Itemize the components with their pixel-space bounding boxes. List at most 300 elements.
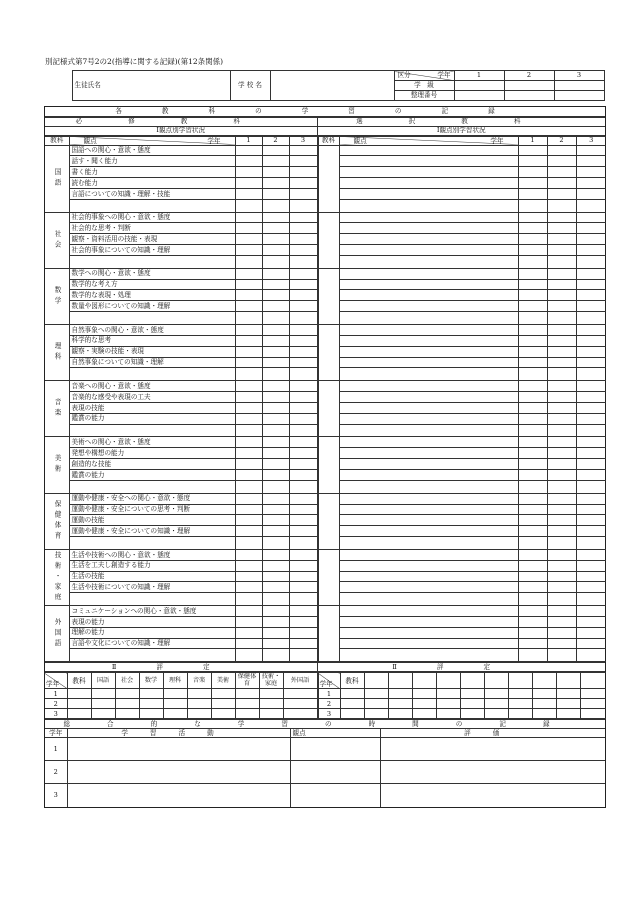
ele-grade-cell[interactable] — [547, 178, 576, 189]
req-grade-cell[interactable] — [262, 459, 289, 470]
req-grade-cell[interactable] — [262, 212, 289, 223]
ele-grade-cell[interactable] — [547, 493, 576, 504]
req-grade-cell[interactable] — [289, 178, 317, 189]
class-cell-1[interactable] — [454, 81, 504, 91]
ele-grade-cell[interactable] — [547, 255, 576, 268]
integrated-activity-2[interactable] — [67, 761, 290, 784]
ele-grade-cell[interactable] — [547, 515, 576, 526]
integrated-viewpoint-3[interactable] — [290, 784, 380, 807]
ele-grade-cell[interactable] — [547, 199, 576, 212]
left-rating-cell[interactable] — [259, 689, 283, 699]
ele-viewpoint-item[interactable] — [339, 381, 518, 392]
ele-viewpoint-item[interactable] — [339, 526, 518, 537]
req-grade-cell[interactable] — [235, 571, 262, 582]
req-grade-cell[interactable] — [262, 156, 289, 167]
req-grade-cell[interactable] — [235, 649, 262, 662]
ele-viewpoint-item[interactable] — [339, 459, 518, 470]
ele-grade-cell[interactable] — [547, 649, 576, 662]
req-grade-cell[interactable] — [289, 312, 317, 325]
req-grade-cell[interactable] — [289, 234, 317, 245]
req-grade-cell[interactable] — [289, 627, 317, 638]
req-grade-cell[interactable] — [262, 234, 289, 245]
ele-viewpoint-blank[interactable] — [339, 368, 518, 381]
left-rating-cell[interactable] — [91, 689, 115, 699]
req-grade-cell[interactable] — [262, 493, 289, 504]
ele-grade-cell[interactable] — [576, 312, 606, 325]
ele-viewpoint-item[interactable] — [339, 560, 518, 571]
right-rating-cell[interactable] — [436, 709, 460, 719]
elective-rating-subject-cell[interactable] — [556, 673, 580, 689]
ele-viewpoint-blank[interactable] — [339, 649, 518, 662]
ele-grade-cell[interactable] — [576, 480, 606, 493]
ele-viewpoint-item[interactable] — [339, 549, 518, 560]
req-grade-cell[interactable] — [262, 413, 289, 424]
req-grade-cell[interactable] — [262, 469, 289, 480]
elective-rating-subject-cell[interactable] — [508, 673, 532, 689]
ele-grade-cell[interactable] — [547, 335, 576, 346]
req-grade-cell[interactable] — [289, 392, 317, 403]
right-rating-cell[interactable] — [484, 699, 508, 709]
req-grade-cell[interactable] — [235, 549, 262, 560]
ele-viewpoint-blank[interactable] — [339, 255, 518, 268]
req-viewpoint-blank[interactable] — [69, 368, 235, 381]
left-rating-cell[interactable] — [235, 699, 259, 709]
right-rating-cell[interactable] — [556, 689, 580, 699]
req-grade-cell[interactable] — [235, 381, 262, 392]
ele-grade-cell[interactable] — [576, 424, 606, 437]
left-rating-cell[interactable] — [259, 709, 283, 719]
ele-viewpoint-item[interactable] — [339, 268, 518, 279]
integrated-evaluation-1[interactable] — [380, 738, 605, 761]
ele-viewpoint-item[interactable] — [339, 616, 518, 627]
ele-viewpoint-blank[interactable] — [339, 593, 518, 606]
right-rating-cell[interactable] — [436, 689, 460, 699]
ele-grade-cell[interactable] — [547, 188, 576, 199]
req-grade-cell[interactable] — [289, 279, 317, 290]
ele-grade-cell[interactable] — [576, 145, 606, 156]
ele-viewpoint-item[interactable] — [339, 638, 518, 649]
req-grade-cell[interactable] — [289, 413, 317, 424]
ele-grade-cell[interactable] — [576, 335, 606, 346]
req-grade-cell[interactable] — [289, 346, 317, 357]
req-grade-cell[interactable] — [289, 515, 317, 526]
req-grade-cell[interactable] — [289, 582, 317, 593]
left-rating-cell[interactable] — [115, 709, 139, 719]
req-grade-cell[interactable] — [289, 212, 317, 223]
req-grade-cell[interactable] — [235, 515, 262, 526]
req-grade-cell[interactable] — [235, 346, 262, 357]
ele-grade-cell[interactable] — [547, 459, 576, 470]
ele-grade-cell[interactable] — [518, 402, 547, 413]
req-grade-cell[interactable] — [262, 526, 289, 537]
ele-grade-cell[interactable] — [518, 325, 547, 336]
ele-grade-cell[interactable] — [518, 167, 547, 178]
ele-grade-cell[interactable] — [518, 335, 547, 346]
req-grade-cell[interactable] — [262, 325, 289, 336]
ele-viewpoint-item[interactable] — [339, 234, 518, 245]
right-rating-cell[interactable] — [412, 709, 436, 719]
ele-grade-cell[interactable] — [576, 199, 606, 212]
ele-grade-cell[interactable] — [547, 357, 576, 368]
ele-grade-cell[interactable] — [518, 223, 547, 234]
ele-grade-cell[interactable] — [547, 156, 576, 167]
ele-grade-cell[interactable] — [547, 245, 576, 256]
req-grade-cell[interactable] — [235, 268, 262, 279]
ele-grade-cell[interactable] — [576, 268, 606, 279]
ele-grade-cell[interactable] — [576, 616, 606, 627]
right-rating-cell[interactable] — [556, 699, 580, 709]
right-rating-cell[interactable] — [436, 699, 460, 709]
ele-grade-cell[interactable] — [576, 212, 606, 223]
ele-grade-cell[interactable] — [547, 469, 576, 480]
right-rating-cell[interactable] — [340, 699, 364, 709]
req-grade-cell[interactable] — [235, 582, 262, 593]
req-grade-cell[interactable] — [235, 424, 262, 437]
number-cell-1[interactable] — [454, 91, 504, 101]
ele-grade-cell[interactable] — [576, 325, 606, 336]
ele-grade-cell[interactable] — [547, 537, 576, 550]
ele-grade-cell[interactable] — [518, 537, 547, 550]
req-grade-cell[interactable] — [235, 526, 262, 537]
ele-grade-cell[interactable] — [518, 480, 547, 493]
ele-viewpoint-blank[interactable] — [339, 199, 518, 212]
ele-grade-cell[interactable] — [518, 312, 547, 325]
req-grade-cell[interactable] — [262, 178, 289, 189]
ele-viewpoint-item[interactable] — [339, 357, 518, 368]
right-rating-cell[interactable] — [388, 689, 412, 699]
ele-grade-cell[interactable] — [576, 402, 606, 413]
req-grade-cell[interactable] — [235, 199, 262, 212]
ele-grade-cell[interactable] — [576, 301, 606, 312]
req-grade-cell[interactable] — [262, 312, 289, 325]
ele-grade-cell[interactable] — [576, 156, 606, 167]
ele-grade-cell[interactable] — [518, 178, 547, 189]
ele-grade-cell[interactable] — [518, 593, 547, 606]
ele-grade-cell[interactable] — [518, 424, 547, 437]
right-rating-cell[interactable] — [412, 689, 436, 699]
ele-grade-cell[interactable] — [518, 582, 547, 593]
left-rating-cell[interactable] — [163, 689, 187, 699]
req-grade-cell[interactable] — [235, 325, 262, 336]
req-grade-cell[interactable] — [289, 268, 317, 279]
req-grade-cell[interactable] — [262, 368, 289, 381]
req-grade-cell[interactable] — [262, 616, 289, 627]
elective-rating-subject-cell[interactable] — [484, 673, 508, 689]
ele-grade-cell[interactable] — [576, 549, 606, 560]
ele-grade-cell[interactable] — [518, 638, 547, 649]
req-grade-cell[interactable] — [235, 537, 262, 550]
req-grade-cell[interactable] — [235, 223, 262, 234]
ele-viewpoint-item[interactable] — [339, 448, 518, 459]
ele-grade-cell[interactable] — [576, 537, 606, 550]
ele-viewpoint-item[interactable] — [339, 515, 518, 526]
req-grade-cell[interactable] — [235, 178, 262, 189]
req-grade-cell[interactable] — [289, 593, 317, 606]
right-rating-cell[interactable] — [580, 689, 606, 699]
req-grade-cell[interactable] — [289, 156, 317, 167]
ele-grade-cell[interactable] — [518, 156, 547, 167]
req-grade-cell[interactable] — [289, 255, 317, 268]
req-grade-cell[interactable] — [289, 616, 317, 627]
left-rating-cell[interactable] — [187, 709, 211, 719]
left-rating-cell[interactable] — [139, 709, 163, 719]
req-grade-cell[interactable] — [262, 627, 289, 638]
req-grade-cell[interactable] — [235, 616, 262, 627]
req-grade-cell[interactable] — [262, 515, 289, 526]
ele-grade-cell[interactable] — [547, 212, 576, 223]
req-grade-cell[interactable] — [262, 268, 289, 279]
req-grade-cell[interactable] — [262, 437, 289, 448]
req-grade-cell[interactable] — [289, 638, 317, 649]
ele-grade-cell[interactable] — [518, 515, 547, 526]
req-grade-cell[interactable] — [235, 493, 262, 504]
left-rating-cell[interactable] — [67, 699, 91, 709]
right-rating-cell[interactable] — [508, 699, 532, 709]
ele-viewpoint-item[interactable] — [339, 223, 518, 234]
ele-viewpoint-item[interactable] — [339, 178, 518, 189]
ele-grade-cell[interactable] — [518, 459, 547, 470]
ele-grade-cell[interactable] — [547, 346, 576, 357]
ele-grade-cell[interactable] — [518, 381, 547, 392]
left-rating-cell[interactable] — [139, 689, 163, 699]
req-grade-cell[interactable] — [289, 402, 317, 413]
req-grade-cell[interactable] — [289, 571, 317, 582]
right-rating-cell[interactable] — [364, 699, 388, 709]
ele-grade-cell[interactable] — [518, 493, 547, 504]
ele-grade-cell[interactable] — [547, 234, 576, 245]
left-rating-cell[interactable] — [235, 709, 259, 719]
req-viewpoint-blank[interactable] — [69, 593, 235, 606]
ele-grade-cell[interactable] — [576, 368, 606, 381]
req-grade-cell[interactable] — [262, 357, 289, 368]
ele-viewpoint-item[interactable] — [339, 402, 518, 413]
ele-grade-cell[interactable] — [518, 368, 547, 381]
req-grade-cell[interactable] — [235, 188, 262, 199]
left-rating-cell[interactable] — [187, 699, 211, 709]
ele-grade-cell[interactable] — [576, 245, 606, 256]
ele-grade-cell[interactable] — [576, 392, 606, 403]
req-grade-cell[interactable] — [289, 357, 317, 368]
elective-rating-subject-cell[interactable] — [412, 673, 436, 689]
right-rating-cell[interactable] — [388, 699, 412, 709]
req-grade-cell[interactable] — [235, 504, 262, 515]
right-rating-cell[interactable] — [460, 709, 484, 719]
right-rating-cell[interactable] — [532, 689, 556, 699]
left-rating-cell[interactable] — [67, 709, 91, 719]
ele-grade-cell[interactable] — [518, 437, 547, 448]
elective-rating-subject-cell[interactable] — [580, 673, 606, 689]
ele-grade-cell[interactable] — [576, 437, 606, 448]
req-grade-cell[interactable] — [262, 480, 289, 493]
ele-grade-cell[interactable] — [576, 188, 606, 199]
left-rating-cell[interactable] — [283, 689, 317, 699]
req-grade-cell[interactable] — [235, 167, 262, 178]
req-grade-cell[interactable] — [262, 593, 289, 606]
ele-grade-cell[interactable] — [547, 312, 576, 325]
ele-viewpoint-item[interactable] — [339, 392, 518, 403]
right-rating-cell[interactable] — [556, 709, 580, 719]
number-cell-2[interactable] — [504, 91, 554, 101]
ele-viewpoint-item[interactable] — [339, 290, 518, 301]
req-grade-cell[interactable] — [262, 199, 289, 212]
ele-grade-cell[interactable] — [547, 571, 576, 582]
left-rating-cell[interactable] — [91, 709, 115, 719]
ele-grade-cell[interactable] — [547, 145, 576, 156]
req-grade-cell[interactable] — [235, 606, 262, 617]
right-rating-cell[interactable] — [508, 689, 532, 699]
ele-grade-cell[interactable] — [518, 504, 547, 515]
ele-viewpoint-item[interactable] — [339, 188, 518, 199]
ele-grade-cell[interactable] — [547, 325, 576, 336]
ele-grade-cell[interactable] — [518, 212, 547, 223]
right-rating-cell[interactable] — [532, 709, 556, 719]
req-grade-cell[interactable] — [289, 469, 317, 480]
integrated-activity-1[interactable] — [67, 738, 290, 761]
ele-grade-cell[interactable] — [576, 459, 606, 470]
req-grade-cell[interactable] — [289, 223, 317, 234]
elective-rating-subject-cell[interactable] — [436, 673, 460, 689]
req-grade-cell[interactable] — [289, 424, 317, 437]
elective-rating-subject-cell[interactable] — [364, 673, 388, 689]
ele-grade-cell[interactable] — [576, 649, 606, 662]
ele-grade-cell[interactable] — [518, 560, 547, 571]
ele-grade-cell[interactable] — [576, 346, 606, 357]
req-grade-cell[interactable] — [235, 480, 262, 493]
req-viewpoint-blank[interactable] — [69, 312, 235, 325]
ele-grade-cell[interactable] — [547, 549, 576, 560]
right-rating-cell[interactable] — [508, 709, 532, 719]
req-grade-cell[interactable] — [262, 424, 289, 437]
req-grade-cell[interactable] — [262, 549, 289, 560]
req-grade-cell[interactable] — [235, 156, 262, 167]
req-grade-cell[interactable] — [235, 234, 262, 245]
ele-grade-cell[interactable] — [576, 515, 606, 526]
ele-grade-cell[interactable] — [576, 469, 606, 480]
req-grade-cell[interactable] — [235, 469, 262, 480]
ele-grade-cell[interactable] — [576, 279, 606, 290]
ele-viewpoint-item[interactable] — [339, 469, 518, 480]
req-grade-cell[interactable] — [235, 312, 262, 325]
req-grade-cell[interactable] — [262, 167, 289, 178]
ele-viewpoint-item[interactable] — [339, 145, 518, 156]
ele-viewpoint-item[interactable] — [339, 156, 518, 167]
req-grade-cell[interactable] — [289, 448, 317, 459]
ele-grade-cell[interactable] — [547, 526, 576, 537]
req-grade-cell[interactable] — [289, 325, 317, 336]
class-cell-3[interactable] — [554, 81, 604, 91]
ele-grade-cell[interactable] — [518, 301, 547, 312]
req-grade-cell[interactable] — [262, 245, 289, 256]
ele-grade-cell[interactable] — [576, 627, 606, 638]
ele-grade-cell[interactable] — [576, 178, 606, 189]
ele-grade-cell[interactable] — [547, 279, 576, 290]
right-rating-cell[interactable] — [364, 689, 388, 699]
right-rating-cell[interactable] — [460, 699, 484, 709]
req-grade-cell[interactable] — [289, 560, 317, 571]
right-rating-cell[interactable] — [532, 699, 556, 709]
req-grade-cell[interactable] — [235, 437, 262, 448]
right-rating-cell[interactable] — [460, 689, 484, 699]
ele-viewpoint-item[interactable] — [339, 245, 518, 256]
req-grade-cell[interactable] — [235, 301, 262, 312]
req-grade-cell[interactable] — [289, 480, 317, 493]
ele-viewpoint-item[interactable] — [339, 582, 518, 593]
req-grade-cell[interactable] — [289, 493, 317, 504]
req-grade-cell[interactable] — [262, 346, 289, 357]
ele-grade-cell[interactable] — [576, 593, 606, 606]
ele-grade-cell[interactable] — [518, 616, 547, 627]
ele-viewpoint-blank[interactable] — [339, 312, 518, 325]
req-grade-cell[interactable] — [262, 649, 289, 662]
ele-grade-cell[interactable] — [547, 392, 576, 403]
ele-grade-cell[interactable] — [547, 504, 576, 515]
ele-grade-cell[interactable] — [576, 167, 606, 178]
req-grade-cell[interactable] — [262, 560, 289, 571]
school-name-value[interactable] — [270, 71, 394, 101]
right-rating-cell[interactable] — [388, 709, 412, 719]
right-rating-cell[interactable] — [340, 689, 364, 699]
ele-grade-cell[interactable] — [518, 234, 547, 245]
ele-grade-cell[interactable] — [547, 582, 576, 593]
left-rating-cell[interactable] — [211, 699, 235, 709]
elective-rating-subject-cell[interactable] — [532, 673, 556, 689]
ele-grade-cell[interactable] — [518, 188, 547, 199]
req-grade-cell[interactable] — [262, 279, 289, 290]
right-rating-cell[interactable] — [484, 709, 508, 719]
req-grade-cell[interactable] — [235, 290, 262, 301]
ele-grade-cell[interactable] — [547, 638, 576, 649]
req-grade-cell[interactable] — [289, 504, 317, 515]
ele-grade-cell[interactable] — [547, 448, 576, 459]
req-grade-cell[interactable] — [289, 649, 317, 662]
req-grade-cell[interactable] — [289, 437, 317, 448]
left-rating-cell[interactable] — [139, 699, 163, 709]
ele-grade-cell[interactable] — [518, 268, 547, 279]
ele-grade-cell[interactable] — [547, 424, 576, 437]
req-grade-cell[interactable] — [262, 448, 289, 459]
ele-grade-cell[interactable] — [547, 368, 576, 381]
number-cell-3[interactable] — [554, 91, 604, 101]
req-grade-cell[interactable] — [289, 549, 317, 560]
req-grade-cell[interactable] — [262, 301, 289, 312]
ele-grade-cell[interactable] — [576, 560, 606, 571]
req-grade-cell[interactable] — [289, 188, 317, 199]
integrated-viewpoint-1[interactable] — [290, 738, 380, 761]
req-grade-cell[interactable] — [235, 627, 262, 638]
req-viewpoint-blank[interactable] — [69, 537, 235, 550]
ele-viewpoint-item[interactable] — [339, 301, 518, 312]
ele-grade-cell[interactable] — [576, 357, 606, 368]
integrated-evaluation-2[interactable] — [380, 761, 605, 784]
ele-grade-cell[interactable] — [518, 469, 547, 480]
ele-grade-cell[interactable] — [576, 582, 606, 593]
req-grade-cell[interactable] — [235, 459, 262, 470]
ele-grade-cell[interactable] — [576, 234, 606, 245]
ele-grade-cell[interactable] — [547, 413, 576, 424]
class-cell-2[interactable] — [504, 81, 554, 91]
ele-grade-cell[interactable] — [576, 504, 606, 515]
ele-viewpoint-item[interactable] — [339, 627, 518, 638]
ele-grade-cell[interactable] — [547, 402, 576, 413]
ele-grade-cell[interactable] — [547, 381, 576, 392]
ele-grade-cell[interactable] — [518, 549, 547, 560]
integrated-evaluation-3[interactable] — [380, 784, 605, 807]
ele-viewpoint-item[interactable] — [339, 493, 518, 504]
ele-grade-cell[interactable] — [547, 437, 576, 448]
ele-grade-cell[interactable] — [576, 638, 606, 649]
ele-grade-cell[interactable] — [576, 290, 606, 301]
left-rating-cell[interactable] — [283, 709, 317, 719]
